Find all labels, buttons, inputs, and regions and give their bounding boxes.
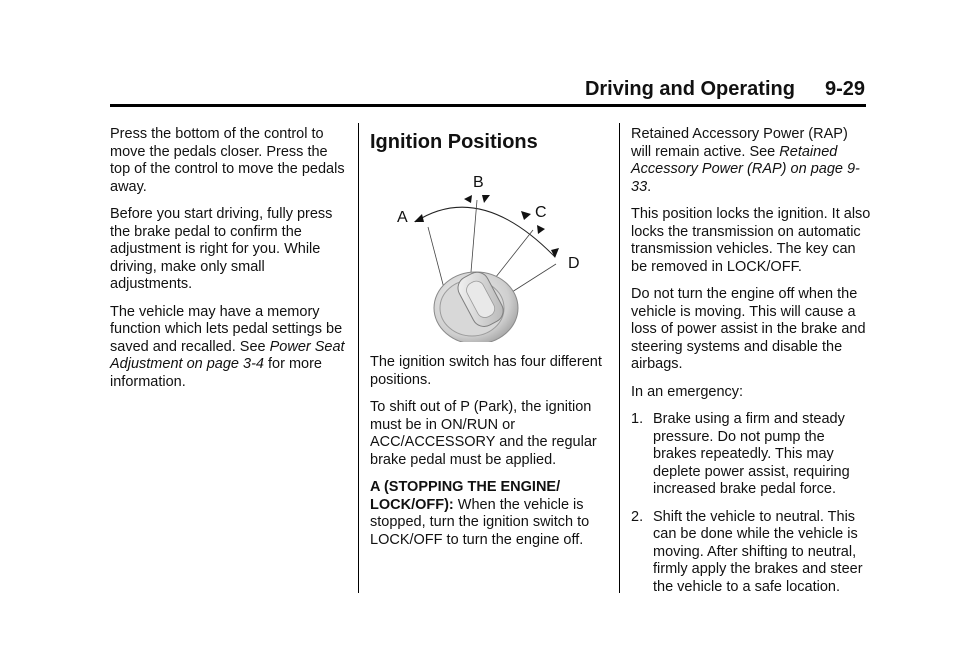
rotation-arc <box>415 207 555 257</box>
arrowhead-b-left <box>464 195 472 203</box>
label-c: C <box>535 204 547 221</box>
arrowhead-b-right <box>482 195 490 203</box>
list-item <box>631 411 871 499</box>
paragraph: In an emergency: <box>631 383 744 400</box>
leader-line-b <box>470 200 477 284</box>
arrowhead-c-top <box>521 211 531 220</box>
list-text: Brake using a firm and steady pressure. Do not pump the brakes repeatedly. This may deplete power assist, requiring increased brake pedal force. <box>653 411 850 497</box>
paragraph: Do not turn the engine off when the vehicle is moving. This will cause a loss of power assist in the brake and steering systems and disable the airbags. <box>631 286 866 372</box>
paragraph <box>110 304 348 392</box>
paragraph-text: The vehicle may have a memory function which lets pedal settings be saved and recalled. See <box>110 303 343 355</box>
column-3 <box>631 126 871 606</box>
paragraph: The ignition switch has four different positions. <box>370 354 602 388</box>
ignition-figure <box>370 162 608 342</box>
paragraph <box>631 126 871 196</box>
page-number: 9-29 <box>824 78 865 100</box>
arrowhead-d <box>551 248 559 258</box>
column-divider-1 <box>358 123 359 593</box>
ignition-diagram <box>370 162 608 342</box>
header-text <box>585 78 865 101</box>
label-d: D <box>568 255 580 272</box>
paragraph: To shift out of P (Park), the ignition must be in ON/RUN or ACC/ACCESSORY and the regular brake pedal must be applied. <box>370 399 597 468</box>
section-title: Ignition Positions <box>370 131 538 153</box>
header-rule <box>110 104 866 107</box>
arrowhead-a <box>414 214 424 222</box>
paragraph: Before you start driving, fully press the brake pedal to confirm the adjustment is right for you. While driving, make only small adjustments. <box>110 206 333 292</box>
paragraph: This position locks the ignition. It also locks the transmission on automatic transmission vehicles. The key can be removed in LOCK/OFF. <box>631 206 871 275</box>
leader-line-a <box>428 227 445 292</box>
column-divider-2 <box>619 123 620 593</box>
paragraph-text: When the vehicle is stopped, turn the ignition switch to LOCK/OFF to turn the engine off. <box>370 496 590 548</box>
column-1 <box>110 126 348 401</box>
paragraph <box>370 479 608 549</box>
list-item <box>631 509 871 597</box>
paragraph-text: for more information. <box>110 356 322 390</box>
arrowhead-c-bottom <box>537 225 545 234</box>
paragraph-text: Retained Accessory Power (RAP) will remain active. See <box>631 126 848 160</box>
label-a: A <box>397 209 408 226</box>
column-2 <box>370 126 608 559</box>
label-b: B <box>473 174 484 191</box>
list-text: Shift the vehicle to neutral. This can be done while the vehicle is moving. After shifting to neutral, firmly apply the brakes and steer the vehicle to a safe location. <box>653 508 863 595</box>
term-heading: A (STOPPING THE ENGINE/ LOCK/OFF): <box>370 479 561 513</box>
leader-line-d <box>512 264 556 292</box>
list-number: 2. <box>631 508 644 525</box>
paragraph-text: . <box>647 178 652 195</box>
cross-reference-link[interactable]: Retained Accessory Power (RAP) on page 9-33 <box>631 143 860 195</box>
page-header <box>110 78 865 104</box>
paragraph: Press the bottom of the control to move the pedals closer. Press the top of the control to move the pedals away. <box>110 126 345 195</box>
list-number: 1. <box>631 411 644 427</box>
header-title: Driving and Operating <box>584 78 795 100</box>
cross-reference-link[interactable]: Power Seat Adjustment on page 3-4 <box>110 338 345 372</box>
